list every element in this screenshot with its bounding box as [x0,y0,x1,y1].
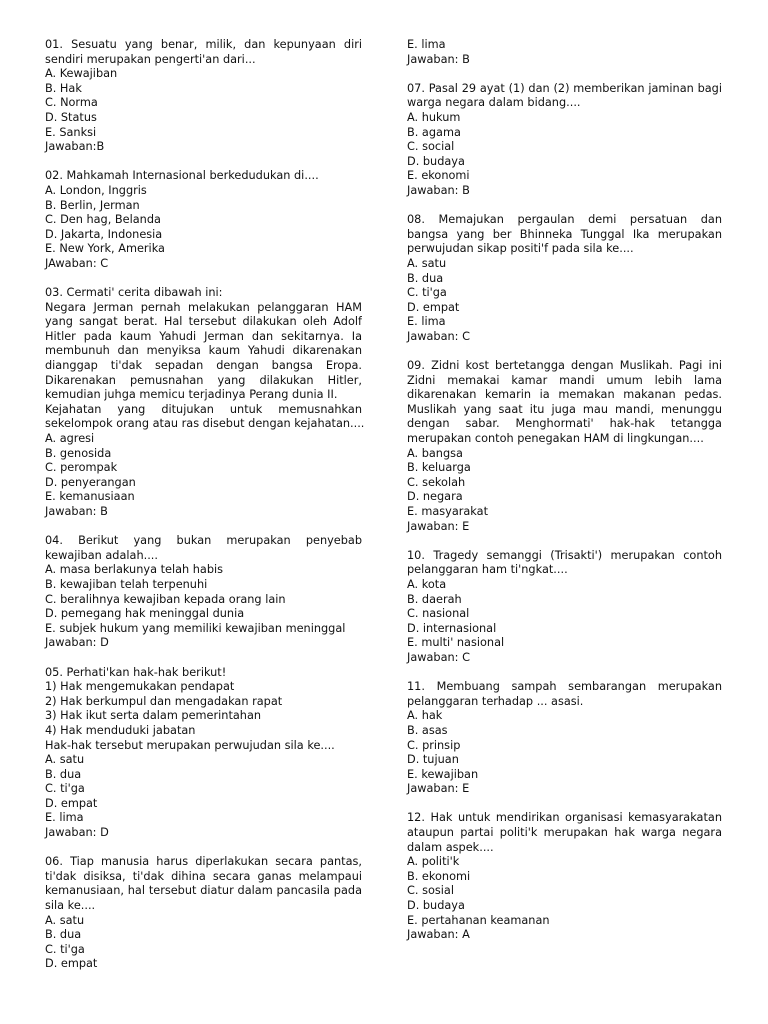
right-column-text-line: B. daerah [407,592,462,606]
left-column-text-line: C. ti'ga [45,942,85,956]
left-column-text-line: ti'dak disiksa, ti'dak dihina secara ganas melampaui [45,869,362,883]
right-column-text-line: D. tujuan [407,753,459,767]
left-column-text-line: E. Sanksi [45,125,97,139]
left-column-text-line: C. perompak [45,461,118,475]
left-column-text-line: 05. Perhati'kan hak-hak berikut! [45,665,227,679]
left-column-text-line: B. genosida [45,446,112,460]
right-column-text-line: C. sosial [407,884,454,898]
right-column-text-line: A. bangsa [407,446,463,460]
left-column-text-line: Dikarenakan pemusnahan yang dilakukan Hitler, [45,373,362,387]
right-column-text-line: A. satu [407,256,447,270]
right-column-text-line: D. empat [407,300,460,314]
right-column-text-line: dikarenakan kemarin ia memakan makanan pedas. [407,388,722,402]
right-column-text-line: ataupun partai politi'k merupakan hak warga negara [407,826,722,840]
right-column-text-line: E. lima [407,38,446,51]
left-column-text-line: 1) Hak mengemukakan pendapat [45,680,235,694]
paragraph-gap [407,534,722,549]
right-column-text-line: warga negara dalam bidang.... [407,96,581,110]
left-column-text-line: 4) Hak menduduki jabatan [45,723,196,737]
left-column-text-line: sila ke.... [45,899,96,913]
left-column-text-line: A. London, Inggris [45,183,147,197]
paragraph-gap [407,344,722,359]
left-column-text-line: Jawaban: B [45,505,108,518]
right-column-text-line: 12. Hak untuk mendirikan organisasi kemasyarakatan [407,811,722,825]
left-column-text-line: B. kewajiban telah terpenuhi [45,577,208,591]
left-column-text-line: A. masa berlakunya telah habis [45,563,224,577]
left-column-text-line: 03. Cermati' cerita dibawah ini: [45,286,223,300]
left-column-text-line: Jawaban: D [45,636,109,650]
right-column-text-line: Muslikah yang saat itu juga mau mandi, menunggu [407,402,722,416]
right-column-text-line: merupakan contoh penegakan HAM di lingkungan.... [407,432,704,446]
left-column-text-line: 04. Berikut yang bukan merupakan penyebab [45,534,362,548]
left-column-text-line: E. lima [45,811,84,825]
paragraph-gap [407,797,722,812]
left-column-text-line: dianggap ti'dak sepadan dengan bangsa Eropa. [45,359,362,373]
right-column-text-line: B. keluarga [407,461,471,475]
right-column-text-line: E. lima [407,315,446,329]
right-column-text-line: A. hukum [407,110,461,124]
right-column-text-line: 07. Pasal 29 ayat (1) dan (2) memberikan jaminan bagi [407,81,722,95]
left-column-text-line: Kejahatan yang ditujukan untuk memusnahkan [45,402,362,416]
right-column-text-line: 11. Membuang sampah sembarangan merupakan [407,680,722,694]
paragraph-gap [45,651,362,666]
right-column-text-line: C. prinsip [407,738,461,752]
left-column-text-line: A. agresi [45,432,95,446]
left-column-text-line: 06. Tiap manusia harus diperlakukan secara pantas, [45,855,362,869]
right-column-text-line: Jawaban: C [407,329,470,343]
right-column-text-line: D. budaya [407,154,465,168]
right-column-text-line: D. negara [407,490,463,504]
left-column-text-line: sekelompok orang atau ras disebut dengan kejahatan.... [45,417,365,431]
left-column-text-line: kewajiban adalah.... [45,548,158,562]
left-column-text-line: B. Hak [45,81,82,95]
right-column-text-line: E. multi' nasional [407,636,505,650]
left-column-text-line: Jawaban:B [45,140,105,154]
right-column-text-line: C. social [407,140,455,154]
left-column-text-line: 02. Mahkamah Internasional berkedudukan di.... [45,169,319,183]
left-column-text-line: Hak-hak tersebut merupakan perwujudan sila ke.... [45,738,335,752]
right-column-text-line: bangsa yang ber Bhinneka Tunggal Ika merupakan [407,227,722,241]
right-column-text-line: E. ekonomi [407,169,470,183]
right-column-text-line: dengan sabar. Menghormati' hak-hak tetangga [407,417,722,431]
left-column-text-line: B. dua [45,928,82,942]
left-column-text-line: C. beralihnya kewajiban kepada orang lain [45,592,286,606]
paragraph-gap [45,841,362,856]
left-column-text-line: Jawaban: D [45,826,109,840]
left-column-text-line: D. Status [45,110,97,124]
right-column-text-line: Jawaban: A [407,928,470,942]
right-column-text-line: C. ti'ga [407,286,447,300]
right-column-text-line: perwujudan sikap positi'f pada sila ke.... [407,242,634,256]
left-column-text-line: D. penyerangan [45,475,136,489]
right-column-text-line: Jawaban: B [407,52,470,66]
left-column-text-line: yang sangat berat. Hal tersebut dilakukan oleh Adolf [45,315,362,329]
right-column-text-line: B. asas [407,723,448,737]
left-column-text-line: D. empat [45,957,98,971]
right-column [407,38,722,943]
right-column-text-line: Jawaban: E [407,782,470,796]
paragraph-gap [407,199,722,214]
left-column [45,38,365,972]
right-column-text-line: Jawaban: C [407,650,470,664]
right-column-text-line: Zidni memakai kamar mandi umum lebih lama [407,373,722,387]
left-column-text-line: E. subjek hukum yang memiliki kewajiban meninggal [45,621,346,635]
left-column-text-line: kemudian juhga memicu terjadinya Perang dunia II. [45,388,338,402]
right-column-text-line: B. ekonomi [407,869,471,883]
right-column-text-line: A. kota [407,577,447,591]
left-column-text-line: Negara Jerman pernah melakukan pelanggaran HAM [45,300,362,314]
right-column-text-line: C. sekolah [407,475,466,489]
right-column-text-line: pelanggaran terhadap ... asasi. [407,694,584,708]
left-column-text-line: membunuh dan menyiksa kaum Yahudi dikarenakan [45,344,362,358]
left-column-text-line: C. Norma [45,96,98,110]
paragraph-gap [407,67,722,82]
left-column-text-line: kemanusiaan, hal tersebut diatur dalam pancasila pada [45,884,362,898]
right-column-text-line: E. kewajiban [407,767,479,781]
left-column-text-line: sendiri merupakan pengerti'an dari... [45,52,256,66]
left-column-text-line: D. Jakarta, Indonesia [45,227,163,241]
right-column-text-line: D. budaya [407,899,465,913]
right-column-text-line: 09. Zidni kost bertetangga dengan Muslikah. Pagi ini [407,359,722,373]
left-column-text-line: Hitler pada kaum Yahudi Jerman dan sekitarnya. Ia [45,329,362,343]
right-column-text-line: A. hak [407,709,443,723]
right-column-text-line: 10. Tragedy semanggi (Trisakti') merupakan contoh [407,548,722,562]
right-column-text-line: B. agama [407,125,461,139]
right-column-text-line: C. nasional [407,607,470,621]
left-column-text-line: JAwaban: C [45,256,109,270]
left-column-text-line: 01. Sesuatu yang benar, milik, dan kepunyaan diri [45,38,362,51]
right-column-text-line: dalam aspek.... [407,840,494,854]
right-column-text-line: pelanggaran ham ti'ngkat.... [407,563,568,577]
left-column-text-line: D. empat [45,796,98,810]
left-column-text-line: E. New York, Amerika [45,242,165,256]
left-column-text-line: C. ti'ga [45,782,85,796]
left-column-text-line: D. pemegang hak meninggal dunia [45,607,245,621]
right-column-text-line: D. internasional [407,621,497,635]
right-column-text-line: Jawaban: E [407,519,470,533]
left-column-text-line: 3) Hak ikut serta dalam pemerintahan [45,709,262,723]
left-column-text-line: A. Kewajiban [45,67,118,81]
left-column-text-line: B. dua [45,767,82,781]
right-column-text-line: 08. Memajukan pergaulan demi persatuan dan [407,213,722,227]
left-column-text-line: 2) Hak berkumpul dan mengadakan rapat [45,694,283,708]
right-column-text-line: Jawaban: B [407,183,470,197]
paragraph-gap [45,272,362,287]
left-column-text-line: B. Berlin, Jerman [45,198,140,212]
left-column-text-line: A. satu [45,753,85,767]
left-column-text-line: E. kemanusiaan [45,490,135,504]
left-column-text-line: A. satu [45,913,85,927]
paragraph-gap [407,666,722,681]
paragraph-gap [45,520,362,535]
left-column-text-line: C. Den hag, Belanda [45,213,161,227]
right-column-text-line: E. pertahanan keamanan [407,913,550,927]
right-column-text-line: A. politi'k [407,855,460,869]
right-column-text-line: E. masyarakat [407,505,489,518]
right-column-text-line: B. dua [407,271,444,285]
paragraph-gap [45,155,362,170]
